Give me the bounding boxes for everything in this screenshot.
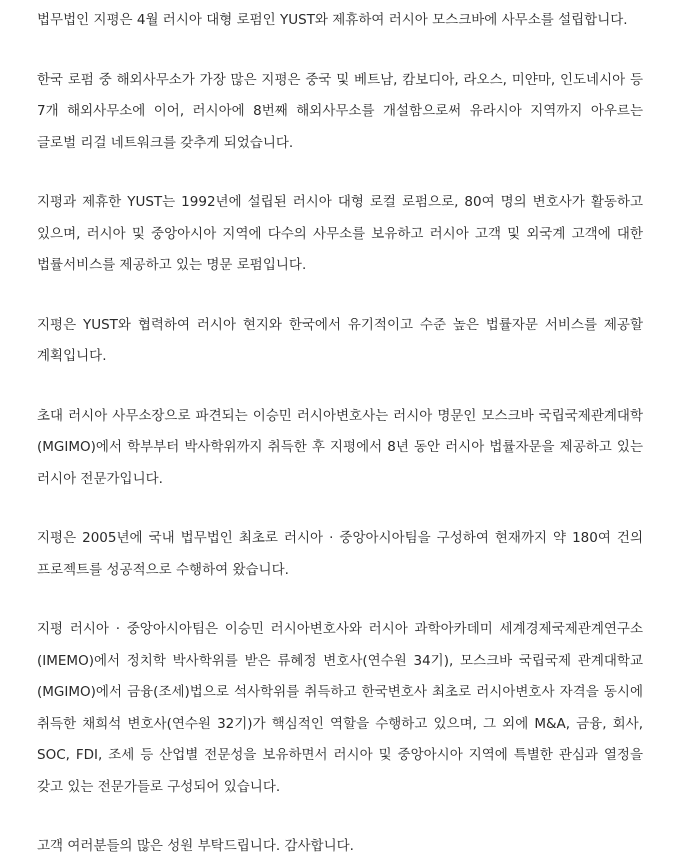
paragraph-team-members: 지평 러시아 · 중앙아시아팀은 이승민 러시아변호사와 러시아 과학아카데미 세계경제국제관계연구소(IMEMO)에서 정치학 박사학위를 받은 류혜정 변호사(연수원 34기), 모스크바 국립국제 관계대학교(MGIMO)에서 금융(조세)법으로 석사학위를 취득하고 한국변호사 최초로 러시아변호사 자격을 동시에 취득한 채희석 변호사(연수원 32기)가 핵심적인 역할을 수행하고 있으며, 그 외에 M&A, 금융, 회사, SOC, FDI, 조세 등 산업별 전문성을 보유하면서 러시아 및 중앙아시아 지역에 특별한 관심과 열정을 갖고 있는 전문가들로 구성되어 있습니다. xyxy=(37,621,643,795)
paragraph-overseas-network: 한국 로펌 중 해외사무소가 가장 많은 지평은 중국 및 베트남, 캄보디아, 라오스, 미얀마, 인도네시아 등 7개 해외사무소에 이어, 러시아에 8번째 해외사무소를 개설함으로써 유라시아 지역까지 아우르는 글로벌 리걸 네트워크를 갖추게 되었습니다. xyxy=(37,71,643,151)
paragraph-office-head: 초대 러시아 사무소장으로 파견되는 이승민 러시아변호사는 러시아 명문인 모스크바 국립국제관계대학(MGIMO)에서 학부부터 박사학위까지 취득한 후 지평에서 8년 동안 러시아 법률자문을 제공하고 있는 러시아 전문가입니다. xyxy=(37,407,643,487)
paragraph-team-history: 지평은 2005년에 국내 법무법인 최초로 러시아 · 중앙아시아팀을 구성하여 현재까지 약 180여 건의 프로젝트를 성공적으로 수행하여 왔습니다. xyxy=(37,530,643,578)
announcement-document xyxy=(37,5,643,863)
paragraph-cooperation-plan: 지평은 YUST와 협력하여 러시아 현지와 한국에서 유기적이고 수준 높은 법률자문 서비스를 제공할 계획입니다. xyxy=(37,316,643,364)
paragraph-office-opening: 법무법인 지평은 4월 러시아 대형 로펌인 YUST와 제휴하여 러시아 모스크바에 사무소를 설립합니다. xyxy=(37,12,628,28)
paragraph-yust-profile: 지평과 제휴한 YUST는 1992년에 설립된 러시아 대형 로컬 로펌으로, 80여 명의 변호사가 활동하고 있으며, 러시아 및 중앙아시아 지역에 다수의 사무소를 보유하고 러시아 고객 및 외국계 고객에 대한 법률서비스를 제공하고 있는 명문 로펌입니다. xyxy=(37,194,643,273)
paragraph-closing: 고객 여러분들의 많은 성원 부탁드립니다. 감사합니다. xyxy=(37,838,354,854)
